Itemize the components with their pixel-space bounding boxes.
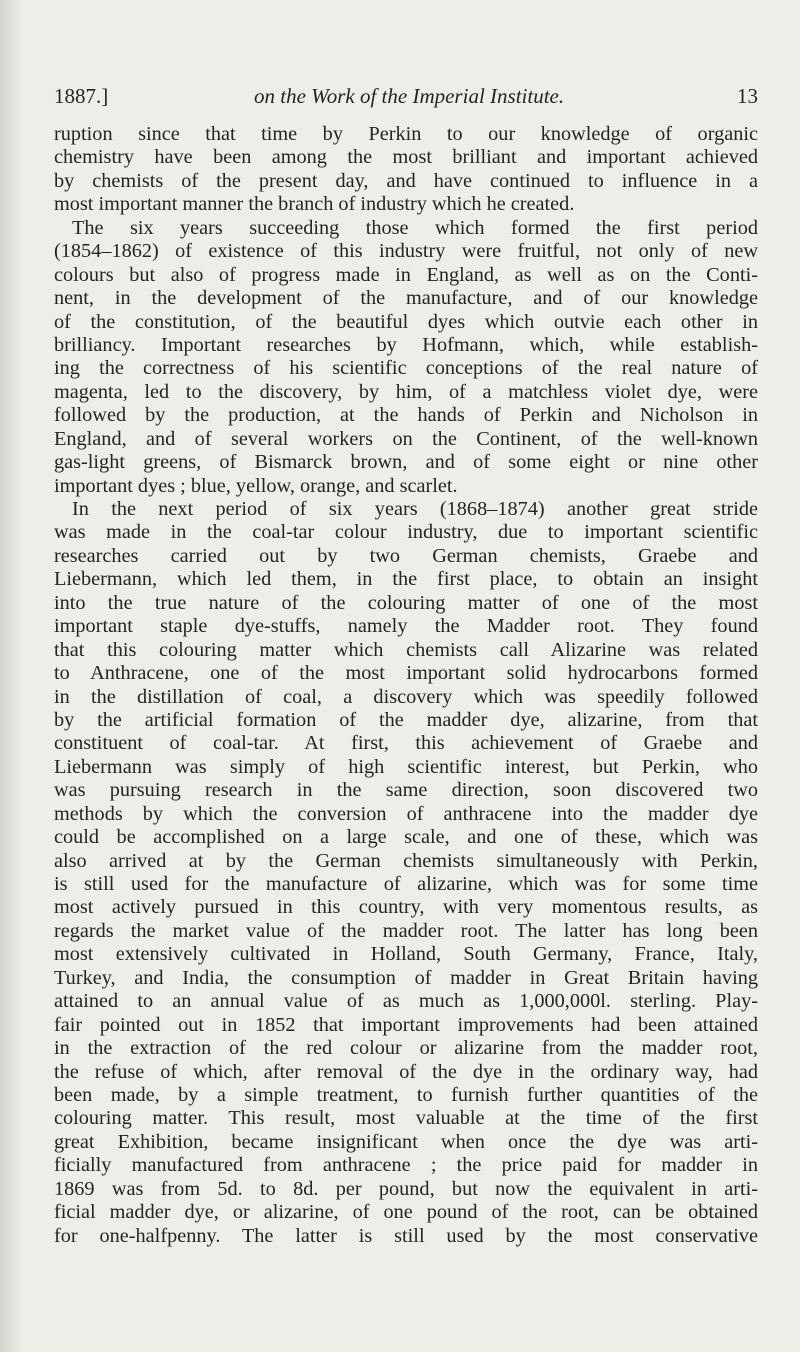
- text-line: 1869 was from 5d. to 8d. per pound, but now the equivalent in arti-: [54, 1177, 758, 1200]
- text-line: chemistry have been among the most brilliant and important achieved: [54, 146, 758, 169]
- text-line: colours but also of progress made in England, as well as on the Conti-: [54, 263, 758, 286]
- text-line: Turkey, and India, the consumption of madder in Great Britain having: [54, 966, 758, 989]
- text-line: into the true nature of the colouring matter of one of the most: [54, 591, 758, 614]
- text-line: Liebermann, which led them, in the first place, to obtain an insight: [54, 568, 758, 591]
- text-line: by the artificial formation of the madder dye, alizarine, from that: [54, 708, 758, 731]
- text-line: that this colouring matter which chemists call Alizarine was related: [54, 638, 758, 661]
- text-line: brilliancy. Important researches by Hofmann, which, while establish-: [54, 333, 758, 356]
- text-line: most extensively cultivated in Holland, South Germany, France, Italy,: [54, 943, 758, 966]
- text-line: most actively pursued in this country, with very momentous results, as: [54, 896, 758, 919]
- text-line: nent, in the development of the manufacture, and of our knowledge: [54, 287, 758, 310]
- page-number: 13: [737, 84, 758, 108]
- text-line: was made in the coal-tar colour industry, due to important scientific: [54, 521, 758, 544]
- text-line: gas-light greens, of Bismarck brown, and of some eight or nine other: [54, 451, 758, 474]
- text-line: (1854–1862) of existence of this industry were fruitful, not only of new: [54, 240, 758, 263]
- text-line: was pursuing research in the same direction, soon discovered two: [54, 779, 758, 802]
- header-title: on the Work of the Imperial Institute.: [254, 84, 565, 108]
- text-line: important dyes ; blue, yellow, orange, and scarlet.: [54, 474, 458, 497]
- text-line: regards the market value of the madder root. The latter has long been: [54, 919, 758, 942]
- text-line: important staple dye-stuffs, namely the Madder root. They found: [54, 615, 758, 638]
- text-line: The six years succeeding those which formed the first period: [72, 216, 758, 239]
- page-gutter-shadow: [0, 0, 22, 1352]
- text-line: also arrived at by the German chemists simultaneously with Perkin,: [54, 849, 758, 872]
- text-line: England, and of several workers on the Continent, of the well-known: [54, 427, 758, 450]
- text-line: constituent of coal-tar. At first, this achievement of Graebe and: [54, 732, 758, 755]
- text-line: of the constitution, of the beautiful dyes which outvie each other in: [54, 310, 758, 333]
- text-line: In the next period of six years (1868–1874) another great stride: [72, 498, 758, 520]
- text-line: magenta, led to the discovery, by him, of a matchless violet dye, were: [54, 380, 758, 403]
- header-year: 1887.]: [54, 84, 109, 108]
- text-line: ruption since that time by Perkin to our knowledge of organic: [54, 123, 758, 145]
- text-line: methods by which the conversion of anthracene into the madder dye: [54, 802, 758, 825]
- text-line: great Exhibition, became insignificant when once the dye was arti-: [54, 1130, 758, 1153]
- text-line: attained to an annual value of as much as 1,000,000l. sterling. Play-: [54, 990, 758, 1013]
- text-line: to Anthracene, one of the most important solid hydrocarbons formed: [54, 662, 758, 685]
- text-line: is still used for the manufacture of alizarine, which was for some time: [54, 873, 758, 895]
- text-line: for one-halfpenny. The latter is still used by the most conservative: [54, 1224, 758, 1247]
- body-text: [54, 123, 758, 1248]
- text-line: by chemists of the present day, and have continued to influence in a: [54, 169, 758, 192]
- running-header: [54, 84, 758, 114]
- text-line: could be accomplished on a large scale, and one of these, which was: [54, 826, 758, 849]
- text-line: researches carried out by two German chemists, Graebe and: [54, 544, 758, 567]
- text-line: in the distillation of coal, a discovery which was speedily followed: [54, 685, 758, 708]
- text-line: fair pointed out in 1852 that important improvements had been attained: [54, 1013, 758, 1036]
- text-line: colouring matter. This result, most valuable at the time of the first: [54, 1107, 758, 1130]
- text-line: ing the correctness of his scientific conceptions of the real nature of: [54, 357, 758, 380]
- text-line: ficial madder dye, or alizarine, of one pound of the root, can be obtained: [54, 1201, 758, 1224]
- text-line: been made, by a simple treatment, to furnish further quantities of the: [54, 1083, 758, 1106]
- text-line: Liebermann was simply of high scientific interest, but Perkin, who: [54, 755, 758, 778]
- text-line: followed by the production, at the hands of Perkin and Nicholson in: [54, 404, 758, 427]
- text-line: ficially manufactured from anthracene ; the price paid for madder in: [54, 1154, 758, 1177]
- text-line: the refuse of which, after removal of the dye in the ordinary way, had: [54, 1060, 758, 1083]
- text-line: in the extraction of the red colour or alizarine from the madder root,: [54, 1037, 758, 1060]
- text-line: most important manner the branch of industry which he created.: [54, 193, 575, 216]
